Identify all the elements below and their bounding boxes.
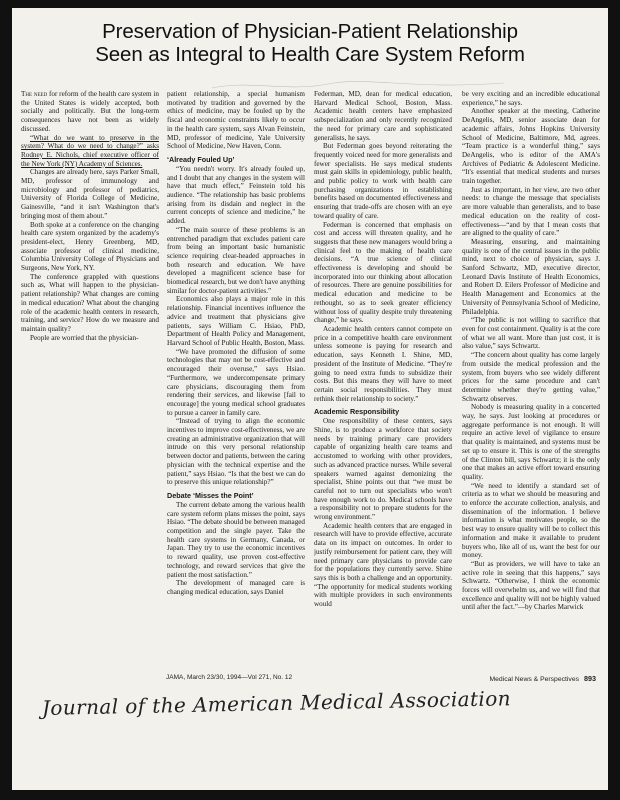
scanned-page <box>12 8 608 790</box>
paragraph: “What do we want to preserve in the system? What do we need to change?” asks Rodney E. Nichols, chief executive officer of the New York (NY) Academy of Sciences. <box>21 133 159 168</box>
page-footer <box>489 674 596 683</box>
column-4 <box>462 90 600 690</box>
paragraph: People are worried that the physician- <box>30 333 139 342</box>
paragraph: Just as important, in her view, are two other needs: to change the message that specialists are more valuable than generalists, and to base medical education on the reality of cost-effectiveness—“and by that I mean costs that are aligned to the quality of care.” <box>462 185 600 238</box>
lead-in: The need <box>21 90 48 98</box>
article-body <box>21 90 601 690</box>
paragraph: be very exciting and an incredible educational experience,” he says. <box>462 90 600 107</box>
paragraph: “The concern about quality has come largely from outside the medical profession and the system, from buyers who see widely different prices for the same procedure and can't determine whether they're getting value,” Schwartz observes. <box>462 351 600 403</box>
paragraph: “You needn't worry. It's already fouled up, and I doubt that any changes in the system will have that much effect,” Feinstein told his audience. “The relationship has basic problems arising from its disdain and neglect in the current concepts of science and medicine,” he added. <box>167 164 305 226</box>
paragraph: “We need to identify a standard set of criteria as to what we should be measuring and to enforce the accurate collection, analysis, and dissemination of the information. I believe information is what motivates people, so the best way to ensure quality will be to collect this information and make it available to prudent buyers who, like all of us, want the best for our money. <box>462 481 600 560</box>
paragraph: Economics also plays a major role in this relationship. Financial incentives influence the advice and treatment that physicians give patients, says William C. Hsiao, PhD, Department of Health Policy and Management, Harvard School of Public Health, Boston, Mass. <box>167 295 305 347</box>
paragraph: Changes are already here, says Parker Small, MD, professor of immunology and microbiology and professor of pediatrics, University of Florida College of Medicine, Gainesville, “and it isn't Washington that's bringing most of them about.” <box>21 168 159 220</box>
paragraph: Federman is concerned that emphasis on cost and access will threaten quality, and he suggests that these new managers would bring a clinical feel to the making of health care decisions. “A true science of clinical effectiveness is developing and should be incorporated into our thinking about allocation of resources. There are genuine possibilities for medical education and medicine to be rethought, so as to seek greater efficiency without loss of quality despite truly threatening change,” he says. <box>314 220 452 325</box>
paragraph: “Instead of trying to align the economic incentives to improve cost-effectiveness, we are creating an administrative organization that will intrude on this very personal relationship between doctor and patients, between the caring physician with the technical expertise and the patient,” says Hsiao. “Is that the best we can do to preserve this unique relationship?” <box>167 417 305 487</box>
paragraph: “But as providers, we will have to take an active role in seeing that this happens,” says Schwartz. “Otherwise, I think the economic forces will overwhelm us, and we will find that excellence and quality will not be highly valued until after the fact.”—by Charles Marwick <box>462 559 600 612</box>
paragraph-text: for reform of the health care system in the United States is widely accepted, both socially and politically. But the long-term consequences have not been as widely discussed. <box>21 90 159 133</box>
column-3 <box>314 90 452 690</box>
paragraph: Academic health centers that are engaged in research will have to provide effective, accurate data on its impact on outcomes. In order to justify reimbursement for patient care, they will need primary care physicians to provide care for the populations they currently serve. Shine says this is both a challenge and an opportunity. “The opportunity for medical students working with multiple providers in such environments would <box>314 521 452 609</box>
journal-citation: JAMA, March 23/30, 1994—Vol 271, No. 12 <box>166 674 293 681</box>
paragraph: “We have promoted the diffusion of some technologies that may not be cost-effective and encouraged their overuse,” says Hsiao. “Furthermore, we undercompensate primary care physicians, discouraging them from rendering their services, and likewise [fail to encourage] the young medical school graduates to pursue a career in family care. <box>167 347 305 417</box>
subheading: Debate ‘Misses the Point’ <box>167 490 254 500</box>
page-number: 893 <box>584 674 596 683</box>
subheading: Academic Responsibility <box>314 407 400 417</box>
article-title <box>12 20 608 66</box>
paragraph: Measuring, ensuring, and maintaining quality is one of the central issues in the public mind, next to choice of physician, says J. Sanford Schwartz, MD, executive director, Leonard Davis Institute of Health Economics, and Robert D. Eilers Professor of Medicine and Health Management and Economics at the University of Pennsylvania School of Medicine, Philadelphia. <box>462 237 600 316</box>
subheading: ‘Already Fouled Up’ <box>167 154 235 164</box>
paragraph: Nobody is measuring quality in a concerted way, he says. Just looking at procedures or aggregate performance is not enough. It will require an active level of vigilance to ensure that quality is maintained, and systems must be set up to ensure it. This is one of the strengths of the Clinton bill, says Schwartz; it is the only one that makes an active effort toward ensuring quality. <box>462 403 600 481</box>
column-2 <box>167 90 305 690</box>
paragraph: “The main source of these problems is an entrenched paradigm that excludes patient care from being an important basic humanistic science requiring clear-headed approaches in both research and education. We have developed a magnificent science base for biomedical research, but we don't have anything similar for doctor-patient activities.” <box>167 225 305 295</box>
paragraph: Another speaker at the meeting, Catherine DeAngelis, MD, senior associate dean for academic affairs, Johns Hopkins University School of Medicine, Baltimore, Md, agrees. “Team practice is a wonderful thing,” says DeAngelis, who is editor of the AMA's Archives of Pediatric & Adolescent Medicine. “It's essential that medical students and nurses train together. <box>462 107 600 186</box>
section-name: Medical News & Perspectives <box>489 676 579 683</box>
paragraph: Academic health centers cannot compete on price in a competitive health care environment unless someone is paying for research and education, says Kenneth I. Shine, MD, president of the Institute of Medicine. “They're going to need extra funds to subsidize their costs. But this means they will have to meet certain social responsibilities. They must rethink their relationship to society.” <box>314 324 452 403</box>
paragraph: patient relationship, a special humanism motivated by tradition and governed by the ethics of medicine, may be fouled up by the fiscal and economic constraints likely to occur in the health care system, says Alvan Feinstein, MD, professor of medicine, Yale University School of Medicine, New Haven, Conn. <box>167 90 305 151</box>
paragraph: “The public is not willing to sacrifice that even for cost containment. Quality is at the core of what we all want. More than just cost, it is also value,” says Schwartz. <box>462 316 600 351</box>
paragraph: But Federman goes beyond reiterating the frequently voiced need for more generalists and fewer specialists. He says medical students must gain skills in epidemiology, public health, and public policy to work with health care purchasing organizations in establishing benefits based on documented effectiveness and ensuring that trade-offs are chosen with an eye toward quality of care. <box>314 142 452 220</box>
paragraph: The conference grappled with questions such as, What will happen to the physician-patient relationship? What changes are coming in medical education? What about the changing role of the academic health centers in research, training, and service? How do we measure and maintain quality? <box>21 272 159 333</box>
title-line-1: Preservation of Physician-Patient Relationship <box>102 20 518 43</box>
title-line-2: Seen as Integral to Health Care System Reform <box>95 43 525 66</box>
paragraph: Federman, MD, dean for medical education, Harvard Medical School, Boston, Mass. Academic health centers have emphasized subspecialization and only recently recognized the need for primary care and sophisticated generalists, he says. <box>314 90 452 142</box>
paragraph: The development of managed care is changing medical education, says Daniel <box>167 579 305 596</box>
paragraph: Both spoke at a conference on the changing health care system organized by the academy's president-elect, Henry Greenberg, MD, associate professor of clinical medicine, Columbia University College of Physicians and Surgeons, New York, NY. <box>21 220 159 273</box>
column-1 <box>21 90 159 690</box>
handwritten-note: Journal of the American Medical Association <box>41 686 512 720</box>
paragraph: The current debate among the various health care system reform plans misses the point, says Hsiao. “The debate should be between managed competition and the single payer. Take the health care systems in Germany, Canada, or Japan. They try to use the economic incentives to reward quality, use proven cost-effective technology, and reward services that give the patient the most satisfaction.” <box>167 500 305 579</box>
paragraph: One responsibility of these centers, says Shine, is to produce a workforce that society needs by training primary care providers capable of organizing health care teams and accustomed to working with other providers, such as advanced practice nurses. While several speakers warned against demonizing the specialist, Shine points out that “we must be careful not to turn out specialists who won't have enough work to do. Medical schools have a responsibility not to prepare students for the wrong environment.” <box>314 417 452 522</box>
paragraph <box>21 90 159 134</box>
